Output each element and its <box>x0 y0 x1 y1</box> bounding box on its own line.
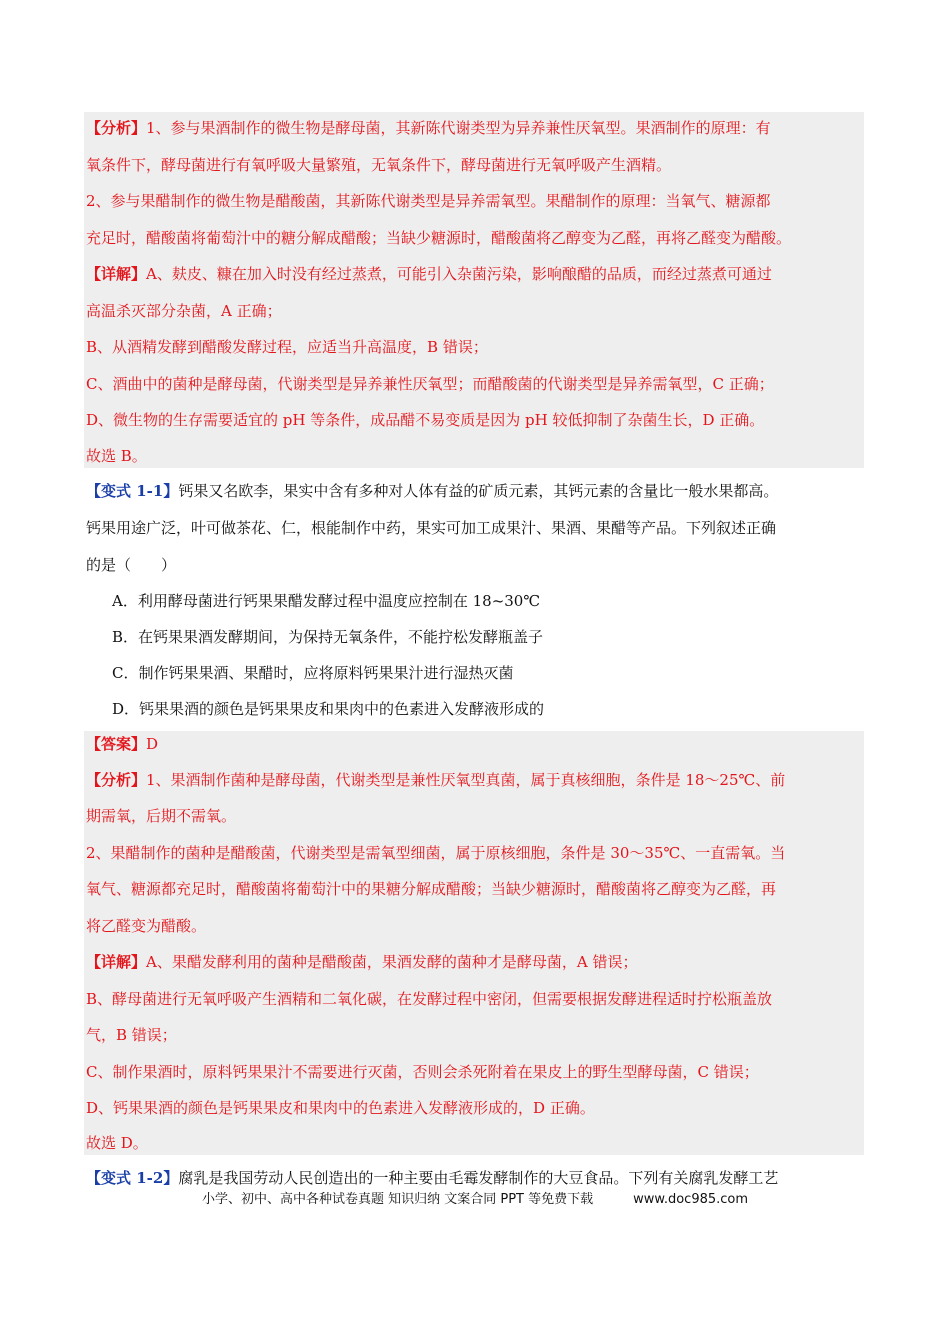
detail-text: A、果醋发酵利用的菌种是醋酸菌，果酒发酵的菌种才是酵母菌，A 错误； <box>146 953 638 971</box>
conclusion-line: 故选 B。 <box>86 447 147 465</box>
answer-value: D <box>146 735 159 753</box>
analysis-line: 期需氧，后期不需氧。 <box>86 807 237 825</box>
analysis-line: 2、果醋制作的菌种是醋酸菌，代谢类型是需氧型细菌，属于原核细胞，条件是 30～35℃、一直需氧。当 <box>86 844 786 862</box>
detail-line: B、酵母菌进行无氧呼吸产生酒精和二氧化碳，在发酵过程中密闭，但需要根据发酵进程适时拧松瓶盖放 <box>86 990 773 1008</box>
detail-line <box>86 264 772 284</box>
question-text: 钙果又名欧李，果实中含有多种对人体有益的矿质元素，其钙元素的含量比一般水果都高。 <box>178 482 779 500</box>
detail-line: 高温杀灭部分杂菌，A 正确； <box>86 302 282 320</box>
variant-tag: 【变式 1-1】 <box>86 482 179 500</box>
detail-tag: 【详解】 <box>86 265 147 283</box>
analysis-line: 将乙醛变为醋酸。 <box>86 917 207 935</box>
question-line: 的是（ ） <box>86 556 177 574</box>
question-text: 腐乳是我国劳动人民创造出的一种主要由毛霉发酵制作的大豆食品。下列有关腐乳发酵工艺 <box>178 1169 779 1187</box>
page-footer <box>0 1191 950 1209</box>
detail-line: D、钙果果酒的颜色是钙果果皮和果肉中的色素进入发酵液形成的，D 正确。 <box>86 1099 595 1117</box>
detail-tag: 【详解】 <box>86 953 147 971</box>
question-line <box>86 481 778 501</box>
detail-line: C、制作果酒时，原料钙果果汁不需要进行灭菌，否则会杀死附着在果皮上的野生型酵母菌，C 错误； <box>86 1063 759 1081</box>
detail-line: D、微生物的生存需要适宜的 pH 等条件，成品醋不易变质是因为 pH 较低抑制了杂菌生长，D 正确。 <box>86 411 765 429</box>
answer-line <box>86 734 158 754</box>
conclusion-line: 故选 D。 <box>86 1134 148 1152</box>
detail-line: 气，B 错误； <box>86 1026 177 1044</box>
analysis-line: 氧条件下，酵母菌进行有氧呼吸大量繁殖，无氧条件下，酵母菌进行无氧呼吸产生酒精。 <box>86 156 672 174</box>
footer-text: 小学、初中、高中各种试卷真题 知识归纳 文案合同 PPT 等免费下载 <box>201 1192 594 1207</box>
question-line: 钙果用途广泛，叶可做茶花、仁，根能制作中药，果实可加工成果汁、果酒、果醋等产品。下列叙述正确 <box>86 519 777 537</box>
detail-line: C、酒曲中的菌种是酵母菌，代谢类型是异养兼性厌氧型；而醋酸菌的代谢类型是异养需氧型，C 正确； <box>86 375 774 393</box>
analysis-line: 氧气、糖源都充足时，醋酸菌将葡萄汁中的果糖分解成醋酸；当缺少糖源时，醋酸菌将乙醇变为乙醛，再 <box>86 880 777 898</box>
detail-line: B、从酒精发酵到醋酸发酵过程，应适当升高温度，B 错误； <box>86 338 488 356</box>
option-a: A．利用酵母菌进行钙果果醋发酵过程中温度应控制在 18~30℃ <box>112 592 541 610</box>
detail-text: A、麸皮、糠在加入时没有经过蒸煮，可能引入杂菌污染，影响酿醋的品质，而经过蒸煮可通过 <box>146 265 772 283</box>
detail-line <box>86 952 637 972</box>
variant-tag: 【变式 1-2】 <box>86 1169 179 1187</box>
analysis-line: 充足时，醋酸菌将葡萄汁中的糖分解成醋酸；当缺少糖源时，醋酸菌将乙醇变为乙醛，再将乙醛变为醋酸。 <box>86 229 792 247</box>
footer-link[interactable]: www.doc985.com <box>633 1192 749 1207</box>
answer-tag: 【答案】 <box>86 735 147 753</box>
option-d: D．钙果果酒的颜色是钙果果皮和果肉中的色素进入发酵液形成的 <box>112 700 545 718</box>
analysis-tag: 【分析】 <box>86 119 147 137</box>
analysis-tag: 【分析】 <box>86 771 147 789</box>
analysis-line <box>86 770 785 790</box>
solution-block-2 <box>84 731 864 1155</box>
option-c: C．制作钙果果酒、果醋时，应将原料钙果果汁进行湿热灭菌 <box>112 664 514 682</box>
analysis-text: 1、果酒制作菌种是酵母菌，代谢类型是兼性厌氧型真菌，属于真核细胞，条件是 18～25℃、前 <box>146 771 786 789</box>
analysis-line: 2、参与果醋制作的微生物是醋酸菌，其新陈代谢类型是异养需氧型。果醋制作的原理：当氧气、糖源都 <box>86 192 771 210</box>
analysis-text: 1、参与果酒制作的微生物是酵母菌，其新陈代谢类型为异养兼性厌氧型。果酒制作的原理：有 <box>146 119 771 137</box>
option-b: B．在钙果果酒发酵期间，为保持无氧条件，不能拧松发酵瓶盖子 <box>112 628 544 646</box>
question-line <box>86 1168 778 1188</box>
analysis-line <box>86 118 771 138</box>
